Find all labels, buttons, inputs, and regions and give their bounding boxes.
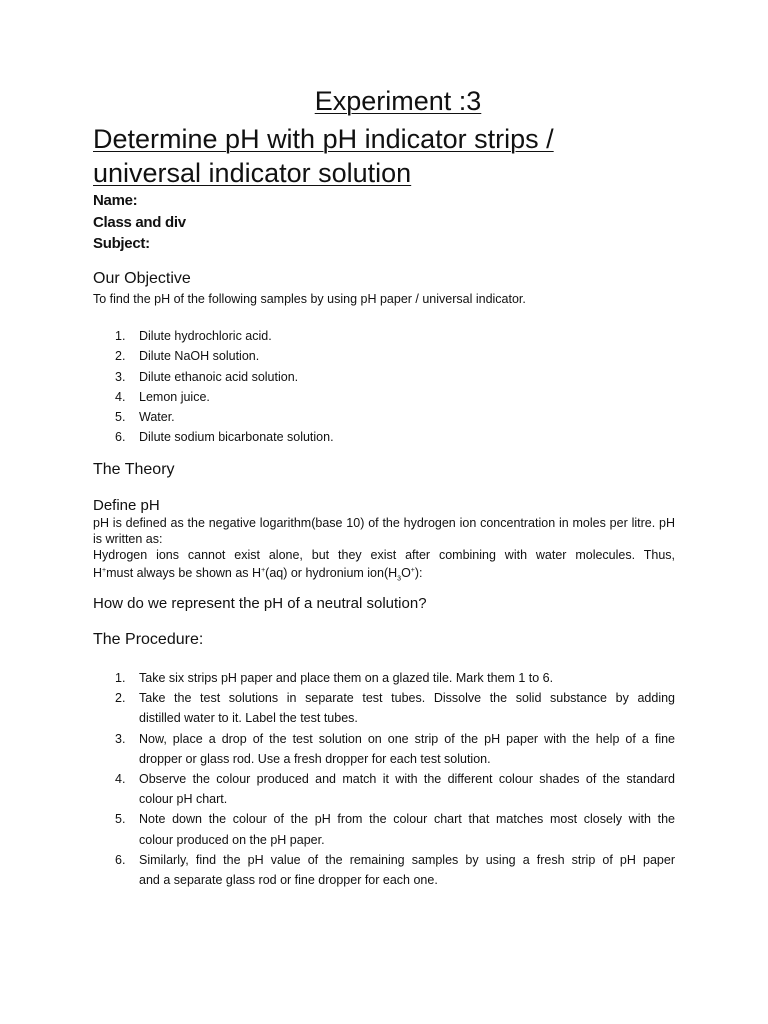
theory-paragraph-3: H+must always be shown as H+(aq) or hydronium $ion(H_3O^+)$: (93, 566, 423, 583)
theory-paragraph-2: Hydrogen ions cannot exist alone, but they exist after combining with water molecules. Thus, (93, 548, 675, 562)
list-item: 1. Take six strips pH paper and place them on a glazed tile. Mark them 1 to 6. (115, 671, 554, 685)
list-item: 3. Now, place a drop of the test solution on one strip of the pH paper with the help of a fine dropper or glass rod. Use a fresh dropper for each test solution. (115, 731, 675, 766)
theory-paragraph-1: pH is defined as the negative logarithm(base 10) of the hydrogen ion concentration in moles per litre. pH is written as: (93, 516, 675, 546)
list-item: 6. Dilute sodium bicarbonate solution. (115, 430, 334, 445)
list-item: 5. Water. (115, 410, 175, 425)
procedure-heading: The Procedure: (93, 631, 204, 648)
objective-heading: Our Objective (93, 270, 191, 287)
subject-label: Subject: (93, 235, 150, 252)
theory-heading: The Theory (93, 461, 175, 478)
neutral-question: How do we represent the pH of a neutral solution? (93, 595, 427, 612)
title-line-1: Determine pH with pH indicator strips / (93, 124, 554, 154)
experiment-number: Experiment :3 (314, 86, 482, 116)
list-item: 1. Dilute hydrochloric acid. (115, 329, 272, 343)
list-item: 4. Observe the colour produced and match it with the different colour shades of the standard colour pH chart. (115, 772, 675, 807)
list-item: 2. Dilute NaOH solution. (115, 349, 260, 364)
list-item: 4. Lemon juice. (115, 389, 210, 404)
list-item: 5. Note down the colour of the pH from the colour chart that matches most closely with the colour produced on the pH paper. (115, 812, 675, 847)
list-item: 2. Take the test solutions in separate test tubes. Dissolve the solid substance by adding distilled water to it. Label the test tubes. (115, 691, 675, 726)
student-info (93, 190, 186, 255)
list-item: 6. Similarly, find the pH value of the remaining samples by using a fresh strip of pH paper and a separate glass rod or fine dropper for each one. (115, 852, 675, 888)
name-label: Name: (93, 192, 138, 209)
procedure-list (93, 668, 675, 890)
class-div-label: Class and div (93, 213, 186, 231)
define-ph-subheading: Define pH (93, 497, 160, 514)
objective-text: To find the pH of the following samples by using pH paper / universal indicator. (93, 292, 526, 306)
page-title (93, 122, 693, 190)
title-line-2: universal indicator solution (93, 158, 412, 188)
sample-list (93, 326, 334, 448)
list-item: 3. Dilute ethanoic acid solution. (115, 369, 299, 384)
